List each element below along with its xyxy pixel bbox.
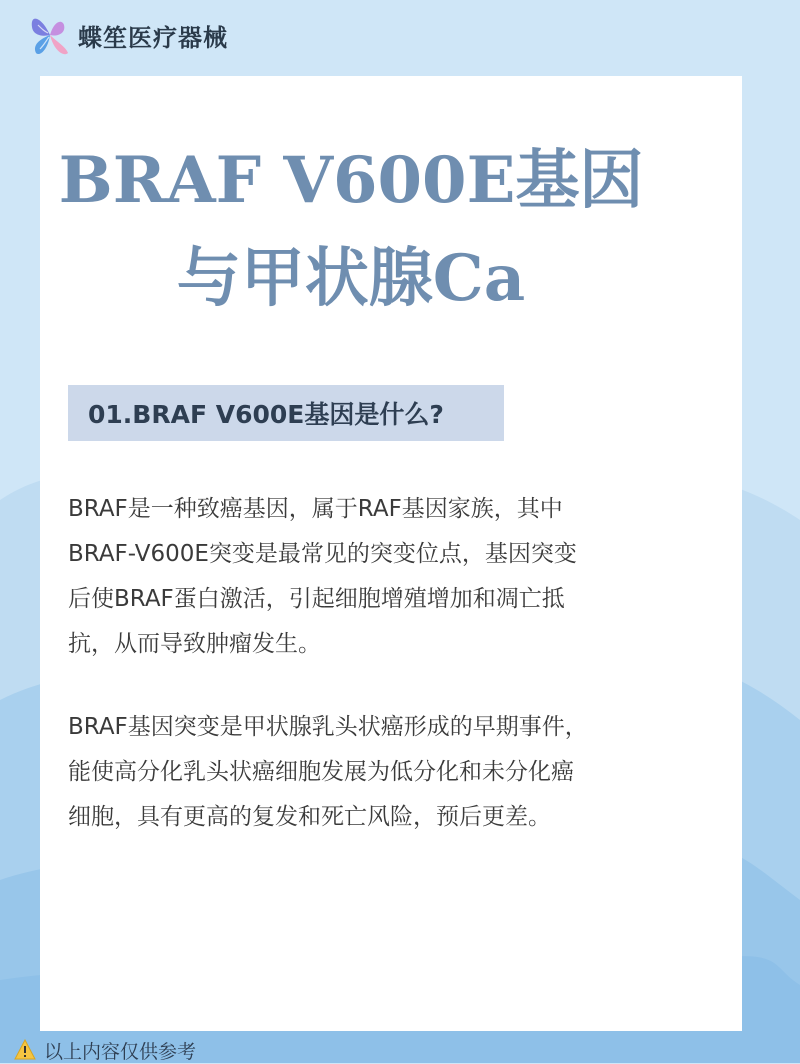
warning-icon: [14, 1039, 36, 1061]
paragraph-1: [68, 487, 728, 667]
disclaimer-text: 以上内容仅供参考: [44, 1040, 197, 1063]
paragraph-line: BRAF-V600E突变是最常见的突变位点，基因突变: [68, 541, 577, 567]
paragraph-line: 细胞，具有更高的复发和死亡风险，预后更差。: [68, 804, 551, 830]
brand-header: [28, 10, 228, 60]
section-heading: 01.BRAF V600E基因是什么?: [88, 400, 444, 429]
paragraph-line: 能使高分化乳头状癌细胞发展为低分化和未分化癌: [68, 759, 574, 785]
paragraph-line: BRAF基因突变是甲状腺乳头状癌形成的早期事件，: [68, 714, 588, 740]
disclaimer-footer: [14, 1037, 196, 1063]
brand-name: 蝶笙医疗器械: [78, 23, 228, 52]
paragraph-line: BRAF是一种致癌基因，属于RAF基因家族，其中: [68, 496, 563, 522]
title-line-2: 与甲状腺Ca: [176, 241, 526, 316]
paragraph-line: 抗，从而导致肿瘤发生。: [68, 631, 321, 657]
paragraph-line: 后使BRAF蛋白激活，引起细胞增殖增加和凋亡抵: [68, 586, 565, 612]
butterfly-icon: [28, 11, 72, 59]
page-title: [0, 132, 702, 328]
section-heading-box: [68, 385, 504, 441]
paragraph-2: [68, 705, 728, 840]
title-line-1: BRAF V600E基因: [58, 143, 644, 218]
